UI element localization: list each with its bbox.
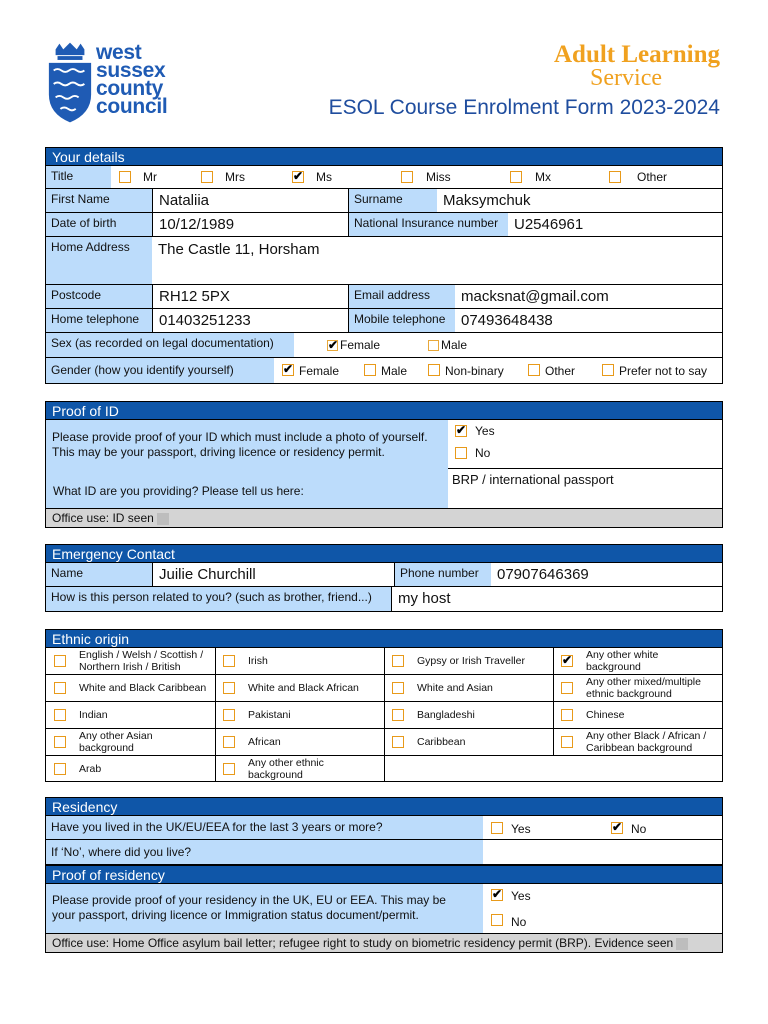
checkbox-eth-chinese[interactable] [561, 709, 573, 721]
home-tel-field[interactable]: 01403251233 [152, 309, 348, 332]
dob-row [46, 213, 722, 237]
checkbox-eth-gypsy[interactable] [392, 655, 404, 667]
office-checkbox[interactable] [157, 513, 169, 525]
gender-label: Gender (how you identify yourself) [46, 358, 274, 383]
checkbox-title-miss[interactable] [401, 171, 413, 183]
checkbox-eth-white-black-caribbean[interactable] [54, 682, 66, 694]
brand-title: Adult Learning [553, 41, 720, 68]
checkbox-proof-residency-no[interactable] [491, 914, 503, 926]
first-name-label: First Name [46, 189, 152, 212]
checkbox-eth-other-white[interactable]: ✔ [562, 653, 573, 667]
where-lived-field[interactable] [483, 840, 722, 864]
ni-field[interactable]: U2546961 [514, 216, 584, 233]
checkbox-eth-irish[interactable] [223, 655, 235, 667]
your-details-section [45, 147, 723, 384]
checkbox-eth-pakistani[interactable] [223, 709, 235, 721]
where-lived-label: If ‘No’, where did you live? [46, 840, 483, 864]
checkbox-residency-yes[interactable] [491, 822, 503, 834]
checkbox-title-ms[interactable]: ✔ [293, 169, 304, 183]
checkbox-gender-nonbinary[interactable] [428, 364, 440, 376]
email-field[interactable]: macksnat@gmail.com [461, 288, 609, 305]
checkbox-sex-female[interactable]: ✔ [328, 338, 339, 352]
office-use-id-seen: Office use: ID seen [52, 511, 154, 525]
proof-id-question: What ID are you providing? Please tell us here: [53, 484, 304, 498]
checkbox-eth-british[interactable] [54, 655, 66, 667]
dob-field[interactable]: 10/12/1989 [152, 213, 348, 236]
relation-label: How is this person related to you? (such as brother, friend...) [46, 587, 391, 611]
surname-field[interactable]: Maksymchuk [443, 192, 531, 209]
form-title: ESOL Course Enrolment Form 2023-2024 [328, 96, 720, 119]
checkbox-sex-male[interactable] [428, 340, 439, 351]
checkbox-title-other[interactable] [609, 171, 621, 183]
title-label: Title [46, 166, 111, 188]
phone-row [46, 309, 722, 333]
residency-question: Have you lived in the UK/EU/EEA for the last 3 years or more? [46, 816, 483, 839]
first-name-field[interactable]: Nataliia [152, 189, 348, 212]
surname-label: Surname [348, 189, 437, 212]
checkbox-gender-prefer-not[interactable] [602, 364, 614, 376]
council-crest-icon [46, 40, 94, 125]
proof-residency-instructions: Please provide proof of your residency in the UK, EU or EEA. This may be your passport, driving licence or Immigration status document/permit. [46, 884, 483, 933]
proof-residency-heading: Proof of residency [45, 865, 723, 884]
checkbox-eth-other-mixed[interactable] [561, 682, 573, 694]
office-use-residency: Office use: Home Office asylum bail letter; refugee right to study on biometric residency permit (BRP). Evidence seen [52, 936, 674, 950]
contact-name-field[interactable]: Juilie Churchill [152, 563, 394, 586]
ethnic-origin-section: Ethnic origin English / Welsh / Scottish / Northern Irish / British Irish Gypsy or Irish Traveller ✔ Any other white background White and Black Caribbean White and Black African White and Asian Any other mixed/multiple ethnic background Indian Pakistani Bangladeshi Chinese Any other Asian background African Caribbean Any other Black / African / Caribbean background Arab Any other ethnic background [45, 629, 723, 782]
checkbox-eth-other-ethnic[interactable] [223, 763, 235, 775]
mobile-field[interactable]: 07493648438 [461, 312, 553, 329]
checkbox-eth-bangladeshi[interactable] [392, 709, 404, 721]
section-heading: Residency [45, 797, 723, 816]
name-row [46, 189, 722, 213]
checkbox-eth-caribbean[interactable] [392, 736, 404, 748]
gender-row: Gender (how you identify yourself) ✔ Female Male Non-binary Other Prefer not to say [46, 358, 722, 383]
checkbox-proof-residency-yes[interactable]: ✔ [492, 887, 503, 901]
checkbox-residency-no[interactable]: ✔ [612, 820, 623, 834]
checkbox-eth-white-asian[interactable] [392, 682, 404, 694]
section-heading: Proof of ID [45, 401, 723, 420]
address-row [46, 237, 722, 285]
checkbox-id-no[interactable] [455, 447, 467, 459]
checkbox-eth-african[interactable] [223, 736, 235, 748]
sex-row: Sex (as recorded on legal documentation) ✔ Female Male [46, 333, 722, 358]
address-field[interactable]: The Castle 11, Horsham [158, 241, 320, 258]
council-logo-text: west sussex county council [96, 41, 168, 118]
checkbox-eth-white-black-african[interactable] [223, 682, 235, 694]
mobile-label: Mobile telephone [348, 309, 455, 332]
emergency-contact-section [45, 544, 723, 612]
contact-name-label: Name [46, 563, 152, 586]
checkbox-gender-other[interactable] [528, 364, 540, 376]
section-heading: Your details [45, 147, 723, 166]
address-label: Home Address [46, 237, 152, 284]
id-type-field[interactable]: BRP / international passport [452, 472, 614, 487]
relation-field[interactable]: my host [391, 587, 722, 611]
checkbox-gender-female[interactable]: ✔ [283, 362, 294, 376]
title-row: Title Mr Mrs ✔ Ms Miss Mx Other [46, 166, 722, 189]
postcode-label: Postcode [46, 285, 152, 308]
residency-section: Residency Have you lived in the UK/EU/EEA for the last 3 years or more? Yes ✔ No If ‘No’, where did you live? Proof of residency Please provide proof of your residency in the UK, EU or EEA. This may be your passport, driving licence or Immigration status document/permit. ✔ Yes No Office use: Home Office asylum bail letter; refugee right to study on biometric residency permit (BRP). Evidence seen [45, 797, 723, 953]
checkbox-gender-male[interactable] [364, 364, 376, 376]
section-heading: Ethnic origin [45, 629, 723, 648]
checkbox-eth-arab[interactable] [54, 763, 66, 775]
proof-of-id-section: Proof of ID Please provide proof of your ID which must include a photo of yourself. This may be your passport, driving licence or residency permit. What ID are you providing? Please tell us here: ✔ Yes No BRP / international passport Office use: ID seen [45, 401, 723, 528]
proof-id-instructions: Please provide proof of your ID which must include a photo of yourself. This may be your passport, driving licence or residency permit. What ID are you providing? Please tell us here: [46, 420, 448, 508]
home-tel-label: Home telephone [46, 309, 152, 332]
email-label: Email address [348, 285, 455, 308]
contact-phone-field[interactable]: 07907646369 [497, 566, 589, 583]
checkbox-eth-other-asian[interactable] [54, 736, 66, 748]
postcode-field[interactable]: RH12 5PX [152, 285, 348, 308]
postcode-row [46, 285, 722, 309]
checkbox-eth-indian[interactable] [54, 709, 66, 721]
section-heading: Emergency Contact [45, 544, 723, 563]
office-checkbox[interactable] [676, 938, 688, 950]
checkbox-title-mrs[interactable] [201, 171, 213, 183]
brand-subtitle: Service [590, 65, 662, 91]
dob-label: Date of birth [46, 213, 152, 236]
ni-label: National Insurance number [348, 213, 508, 236]
checkbox-title-mx[interactable] [510, 171, 522, 183]
checkbox-title-mr[interactable] [119, 171, 131, 183]
contact-phone-label: Phone number [394, 563, 491, 586]
sex-label: Sex (as recorded on legal documentation) [46, 333, 294, 357]
checkbox-eth-other-black[interactable] [561, 736, 573, 748]
checkbox-id-yes[interactable]: ✔ [456, 423, 467, 437]
